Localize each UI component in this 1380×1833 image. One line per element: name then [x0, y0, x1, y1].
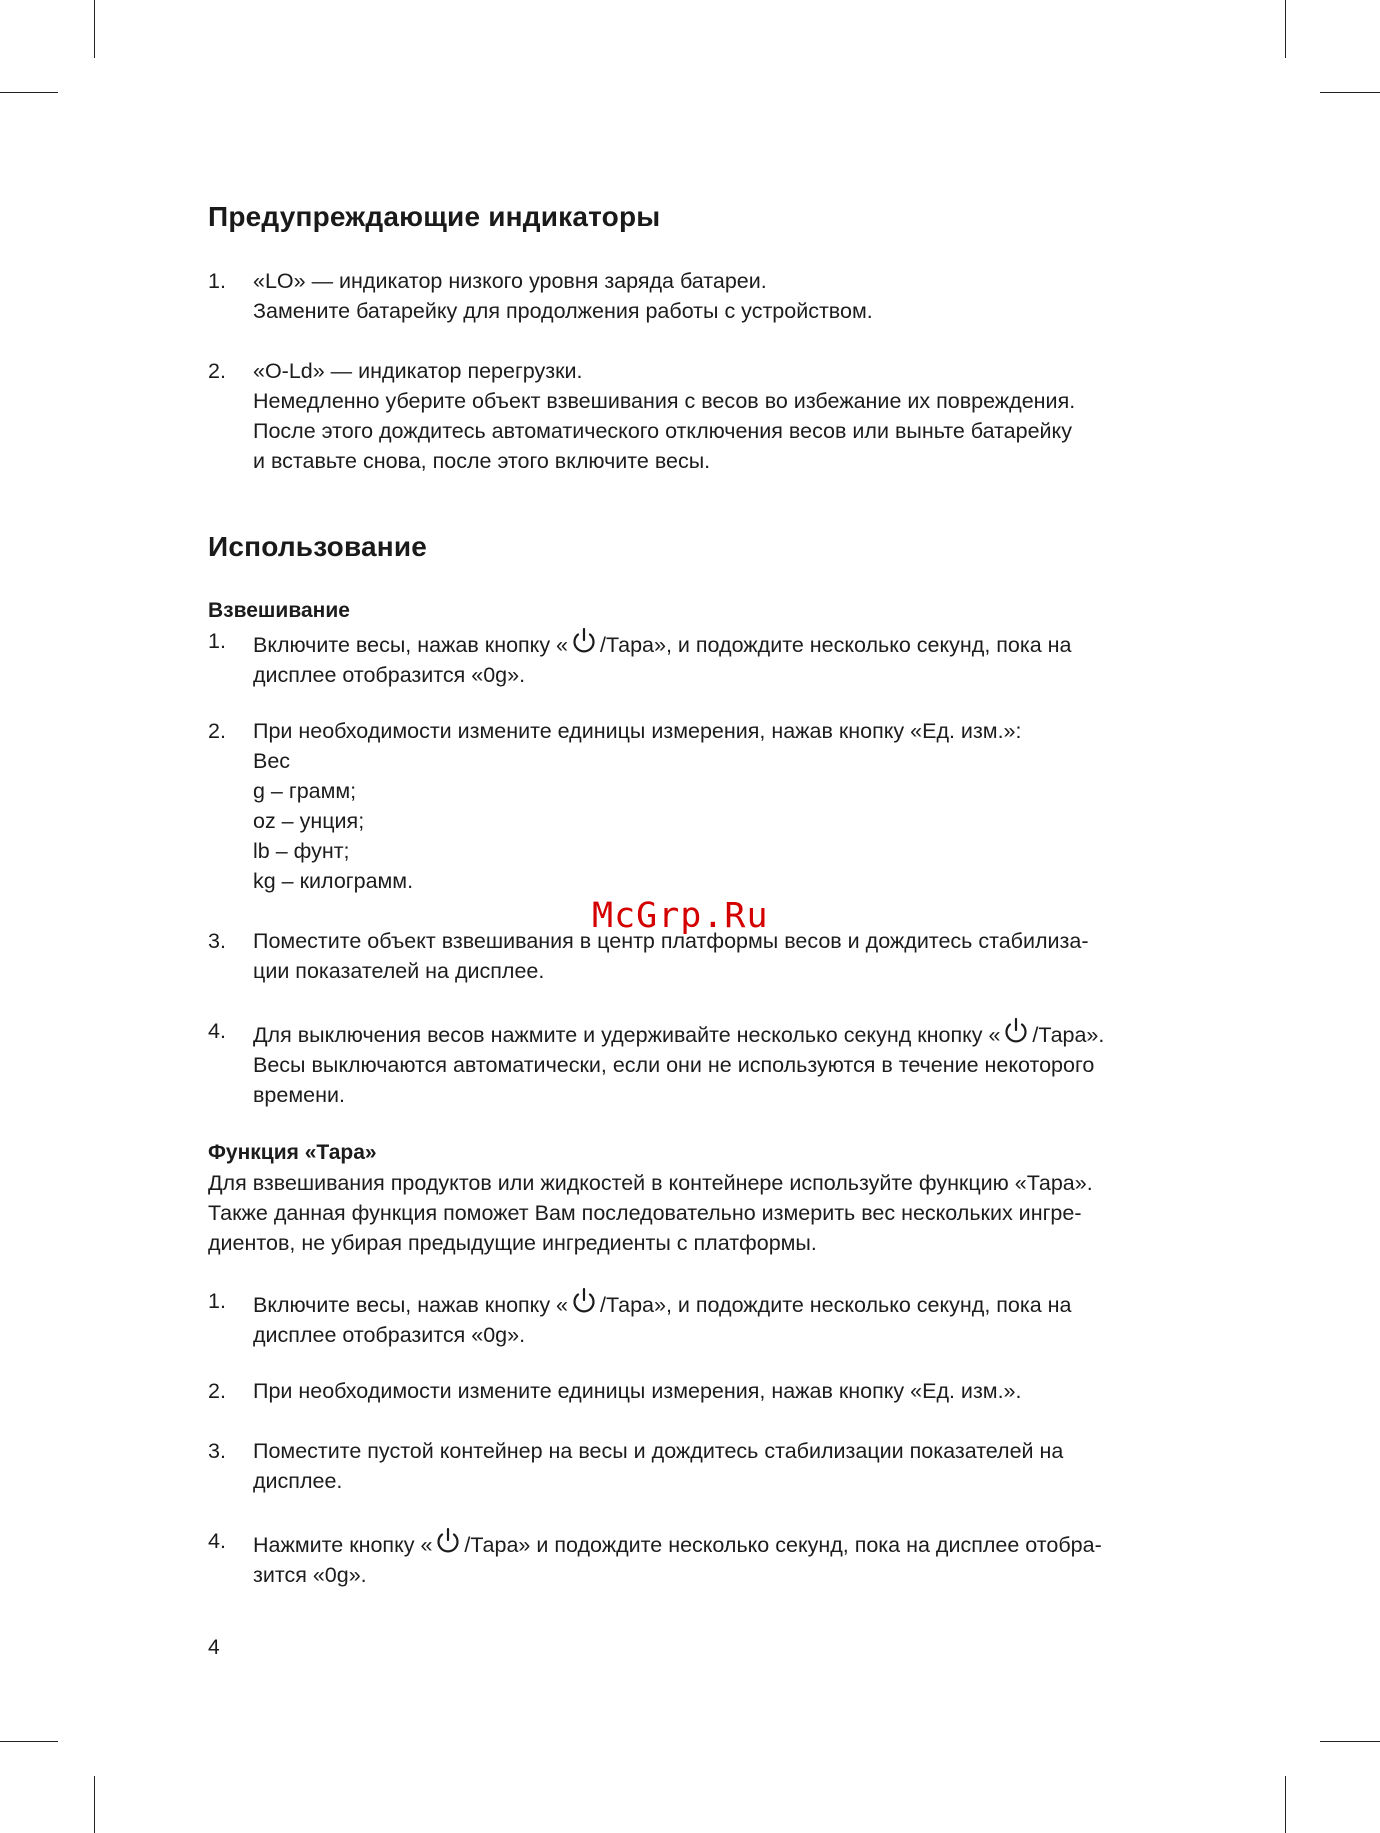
crop-mark: [0, 1741, 58, 1742]
crop-mark: [94, 0, 95, 58]
item-text: kg – килограмм.: [253, 869, 414, 893]
item-text: При необходимости измените единицы измерения, нажав кнопку «Ед. изм.».: [253, 1379, 1022, 1403]
power-icon: [569, 1286, 599, 1314]
item-text: При необходимости измените единицы измерения, нажав кнопку «Ед. изм.»:: [253, 719, 1022, 743]
item-text: ции показателей на дисплее.: [253, 959, 545, 983]
item-number: 2.: [208, 359, 226, 383]
list-item: [208, 1286, 1208, 1350]
item-text: Замените батарейку для продолжения работы с устройством.: [253, 299, 873, 323]
crop-mark: [1320, 1741, 1380, 1742]
crop-mark: [0, 92, 58, 93]
item-number: 3.: [208, 1439, 226, 1463]
item-text: зится «0g».: [253, 1563, 367, 1587]
paragraph-line: Также данная функция поможет Вам последовательно измерить вес нескольких ингре-: [208, 1201, 1082, 1225]
section-title-usage: Использование: [208, 531, 428, 562]
item-text: Поместите объект взвешивания в центр платформы весов и дождитесь стабилиза-: [253, 929, 1089, 953]
page-number: 4: [208, 1636, 220, 1659]
watermark: McGrp.Ru: [592, 896, 769, 936]
item-text: Вес: [253, 749, 291, 773]
list-item: [208, 1016, 1208, 1110]
item-number: 4.: [208, 1019, 226, 1043]
crop-mark: [1285, 0, 1286, 58]
item-text: «LO» — индикатор низкого уровня заряда батареи.: [253, 269, 767, 293]
item-text: /Тара» и подождите несколько секунд, пока на дисплее отобра-: [464, 1533, 1102, 1557]
crop-mark: [1285, 1776, 1286, 1833]
item-number: 1.: [208, 629, 226, 653]
list-item: [208, 266, 1208, 326]
item-text: Включите весы, нажав кнопку «: [253, 633, 568, 657]
item-text: дисплее.: [253, 1469, 343, 1493]
power-icon: [433, 1526, 463, 1554]
crop-mark: [1320, 92, 1380, 93]
paragraph-line: Для взвешивания продуктов или жидкостей в контейнере используйте функцию «Тара».: [208, 1171, 1093, 1195]
item-text: Включите весы, нажав кнопку «: [253, 1293, 568, 1317]
power-icon: [569, 626, 599, 654]
item-text: Для выключения весов нажмите и удерживайте несколько секунд кнопку «: [253, 1023, 1001, 1047]
subsection-title-tare: Функция «Тара»: [208, 1141, 377, 1164]
item-number: 2.: [208, 719, 226, 743]
tare-intro: [208, 1168, 1208, 1258]
item-text: и вставьте снова, после этого включите весы.: [253, 449, 711, 473]
item-text: g – грамм;: [253, 779, 357, 803]
item-number: 1.: [208, 1289, 226, 1313]
item-text: oz – унция;: [253, 809, 365, 833]
list-item: [208, 356, 1208, 476]
item-text: времени.: [253, 1083, 345, 1107]
item-text: Нажмите кнопку «: [253, 1533, 433, 1557]
item-text: Поместите пустой контейнер на весы и дождитесь стабилизации показателей на: [253, 1439, 1064, 1463]
item-text: Весы выключаются автоматически, если они не используются в течение некоторого: [253, 1053, 1095, 1077]
list-item: [208, 716, 1208, 896]
paragraph-line: диентов, не убирая предыдущие ингредиенты с платформы.: [208, 1231, 817, 1255]
item-number: 2.: [208, 1379, 226, 1403]
section-title-warning-indicators: Предупреждающие индикаторы: [208, 201, 661, 232]
power-icon: [1001, 1016, 1031, 1044]
item-text: дисплее отобразится «0g».: [253, 663, 526, 687]
item-number: 4.: [208, 1529, 226, 1553]
crop-mark: [94, 1776, 95, 1833]
item-text: /Тара», и подождите несколько секунд, пока на: [600, 633, 1072, 657]
list-item: [208, 1436, 1208, 1496]
item-text: lb – фунт;: [253, 839, 350, 863]
item-number: 3.: [208, 929, 226, 953]
list-item: [208, 1526, 1208, 1590]
item-text: дисплее отобразится «0g».: [253, 1323, 526, 1347]
item-number: 1.: [208, 269, 226, 293]
item-text: После этого дождитесь автоматического отключения весов или выньте батарейку: [253, 419, 1072, 443]
item-text: /Тара», и подождите несколько секунд, пока на: [600, 1293, 1072, 1317]
item-text: «O-Ld» — индикатор перегрузки.: [253, 359, 583, 383]
list-item: [208, 626, 1208, 690]
item-text: /Тара».: [1032, 1023, 1105, 1047]
subsection-title-weighing: Взвешивание: [208, 599, 350, 622]
item-text: Немедленно уберите объект взвешивания с весов во избежание их повреждения.: [253, 389, 1076, 413]
list-item: [208, 1376, 1208, 1406]
